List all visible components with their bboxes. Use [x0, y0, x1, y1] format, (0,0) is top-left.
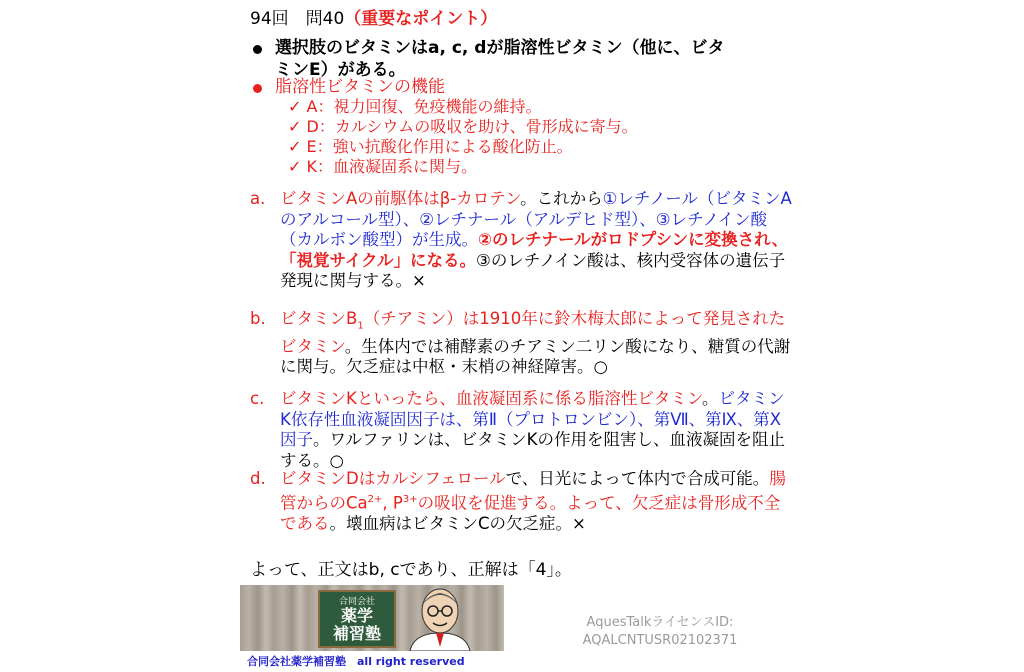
logo-line-2: 薬学 — [340, 606, 373, 625]
check-item-k: ✓ K：血液凝固系に関与。 — [288, 157, 477, 176]
option-a — [250, 189, 792, 292]
option-label: b. — [250, 309, 266, 328]
option-d-text-6: 。壊血病はビタミンCの欠乏症。× — [329, 513, 586, 533]
bullet-line-1: 選択肢のビタミンはa, c, dが脂溶性ビタミン（他に、ビタ — [275, 38, 725, 58]
logo-line-3: 補習塾 — [332, 624, 381, 643]
conclusion-text: よって、正文はb, cであり、正解は「4」。 — [250, 560, 572, 580]
option-d-text-1: ビタミンDはカルシフェロール — [280, 469, 506, 488]
bullet-functions: 脂溶性ビタミンの機能 — [275, 77, 445, 97]
option-c-text-1: ビタミンKといったら、血液凝固系に係る脂溶性ビタミン — [280, 389, 703, 408]
option-d-sup-2: 3+ — [402, 493, 418, 505]
option-label: a. — [250, 189, 266, 208]
logo-line-1: 合同会社 — [338, 597, 375, 607]
slide-title — [250, 4, 497, 29]
option-b-subscript: 1 — [357, 320, 364, 332]
option-label: d. — [250, 469, 266, 488]
option-b-text-2: （チアミン）は1910年に鈴木梅太郎によって発見されたビタミン — [280, 309, 786, 356]
option-label: c. — [250, 389, 265, 408]
copyright-text: 合同会社薬学補習塾 all right reserved — [247, 655, 465, 668]
bullet-dot-red — [253, 84, 262, 93]
teacher-caricature-icon — [400, 585, 480, 651]
option-a-text-4: ②のレチナールがロドプシンに変換され、「視覚サイクル」になる。 — [280, 230, 789, 270]
option-a-text-2: 。これから — [520, 189, 603, 208]
bullet-dot-black — [253, 45, 262, 54]
check-item-d: ✓ D：カルシウムの吸収を助け、骨形成に寄与。 — [288, 117, 638, 136]
option-b-text-3: 。生体内では補酵素のチアミン二リン酸になり、糖質の代謝に関与。欠乏症は中枢・末梢の神経障害。○ — [280, 336, 791, 377]
option-c-text-4: 。ワルファリンは、ビタミンKの作用を阻害し、血液凝固を阻止する。○ — [280, 430, 785, 470]
question-number: 94回 問40 — [250, 9, 345, 29]
bullet-fat-soluble — [275, 37, 795, 81]
license-line-1: AquesTalkライセンスID: — [586, 615, 734, 630]
option-d-text-3: 腸管からのCa — [280, 469, 786, 512]
option-a-text-3: ①レチノール（ビタミンAのアルコール型）、②レチナール（アルデヒド型）、③レチノイン酸（カルボン酸型）が生成。 — [280, 189, 792, 249]
chalkboard-sign — [318, 590, 396, 648]
title-highlight: （重要なポイント） — [344, 9, 498, 29]
option-d-text-4: , P — [382, 493, 403, 512]
option-d-text-5: の吸収を促進する。よって、欠乏症は骨形成不全である — [280, 493, 781, 533]
license-line-2: AQALCNTUSR02102371 — [582, 633, 738, 648]
option-b-text-1: ビタミンB — [280, 309, 358, 328]
option-a-text-1: ビタミンAの前駆体はβ-カロテン — [280, 189, 521, 208]
check-item-a: ✓ A：視力回復、免疫機能の維持。 — [288, 97, 542, 116]
option-b — [250, 309, 792, 378]
option-a-text-5: ③のレチノイン酸は、核内受容体の遺伝子発現に関与する。× — [280, 250, 786, 290]
bullet-line-2: ミンE）がある。 — [275, 60, 406, 80]
license-id — [555, 614, 765, 650]
check-item-e: ✓ E：強い抗酸化作用による酸化防止。 — [288, 137, 573, 156]
option-d-sup-1: 2+ — [367, 493, 383, 505]
school-logo — [240, 585, 504, 651]
option-c-text-2: 。 — [702, 389, 719, 408]
option-d — [250, 469, 792, 534]
option-c-text-3: ビタミンK依存性血液凝固因子は、第Ⅱ（プロトロンビン）、第Ⅶ、第Ⅸ、第Ⅹ因子 — [280, 389, 785, 449]
option-c — [250, 389, 792, 471]
option-d-text-2: で、日光によって体内で合成可能。 — [505, 469, 770, 488]
